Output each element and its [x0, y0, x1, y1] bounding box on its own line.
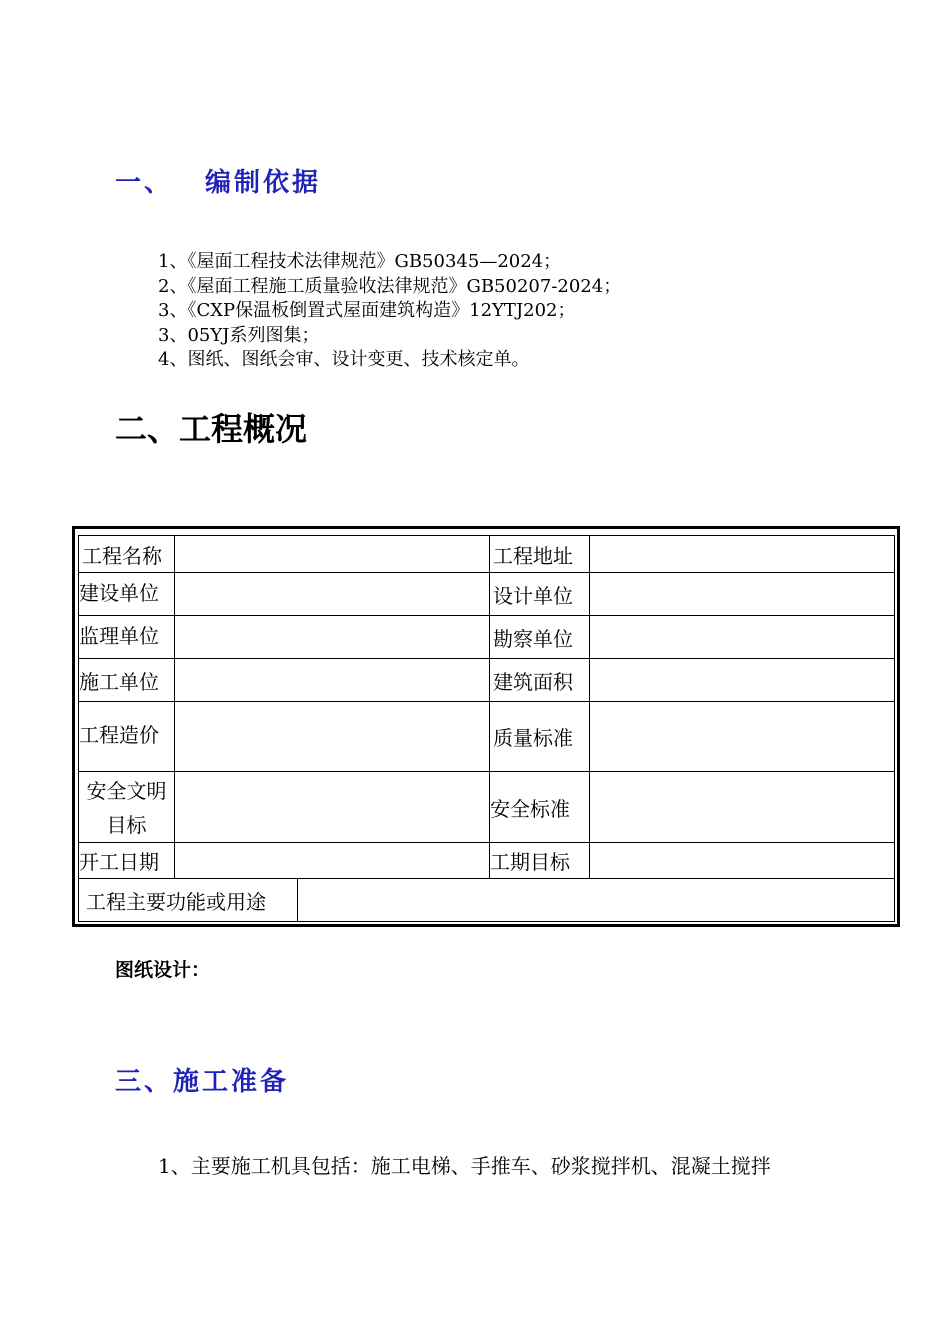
label-construction-unit: 建设单位	[78, 572, 175, 616]
section-title: 编制依据	[205, 168, 322, 198]
label-project-cost: 工程造价	[78, 701, 175, 772]
list-item: 2、《屋面工程施工质量验收法律规范》GB50207-2024；	[158, 275, 622, 297]
label-design-unit: 设计单位	[489, 572, 590, 616]
basis-list	[158, 250, 621, 373]
list-item: 3、《CXP保温板倒置式屋面建筑构造》12YTJ202；	[158, 300, 576, 321]
label-project-name: 工程名称	[78, 535, 175, 573]
section-title: 施工准备	[173, 1067, 290, 1097]
section-heading-overview: 二、工程概况	[115, 410, 308, 448]
value-contractor-unit	[174, 658, 490, 702]
value-building-area	[589, 658, 895, 702]
drawing-design-label: 图纸设计：	[115, 959, 211, 981]
label-survey-unit: 勘察单位	[489, 615, 590, 659]
section-heading-basis	[115, 162, 321, 199]
label-safety-goal	[78, 771, 175, 843]
label-supervision-unit: 监理单位	[78, 615, 175, 659]
value-project-cost	[174, 701, 490, 772]
label-start-date: 开工日期	[78, 842, 175, 879]
label-contractor-unit: 施工单位	[78, 658, 175, 702]
value-construction-unit	[174, 572, 490, 616]
label-project-address: 工程地址	[489, 535, 590, 573]
section-heading-preparation	[115, 1061, 289, 1098]
section-number: 一、	[115, 168, 174, 198]
label-safety-goal-line2: 目标	[106, 813, 147, 837]
value-survey-unit	[589, 615, 895, 659]
value-start-date	[174, 842, 490, 879]
label-safety-goal-line1: 安全文明	[86, 779, 167, 803]
project-overview-table	[72, 526, 900, 927]
label-duration-goal: 工期目标	[489, 842, 590, 879]
label-building-area: 建筑面积	[489, 658, 590, 702]
prep-item: 1、主要施工机具包括：施工电梯、手推车、砂浆搅拌机、混凝土搅拌	[158, 1154, 771, 1178]
list-item: 3、05YJ系列图集；	[158, 324, 320, 346]
list-item: 4、图纸、图纸会审、设计变更、技术核定单。	[158, 349, 530, 370]
value-safety-standard	[589, 771, 895, 843]
label-quality-standard: 质量标准	[489, 701, 590, 772]
value-main-function	[297, 878, 895, 922]
value-project-address	[589, 535, 895, 573]
value-supervision-unit	[174, 615, 490, 659]
list-item: 1、《屋面工程技术法律规范》GB50345—2024；	[158, 251, 562, 272]
value-safety-goal	[174, 771, 490, 843]
value-quality-standard	[589, 701, 895, 772]
section-number: 三、	[115, 1067, 174, 1097]
value-design-unit	[589, 572, 895, 616]
label-safety-standard: 安全标准	[489, 771, 590, 843]
value-duration-goal	[589, 842, 895, 879]
value-project-name	[174, 535, 490, 573]
label-main-function: 工程主要功能或用途	[78, 878, 298, 922]
